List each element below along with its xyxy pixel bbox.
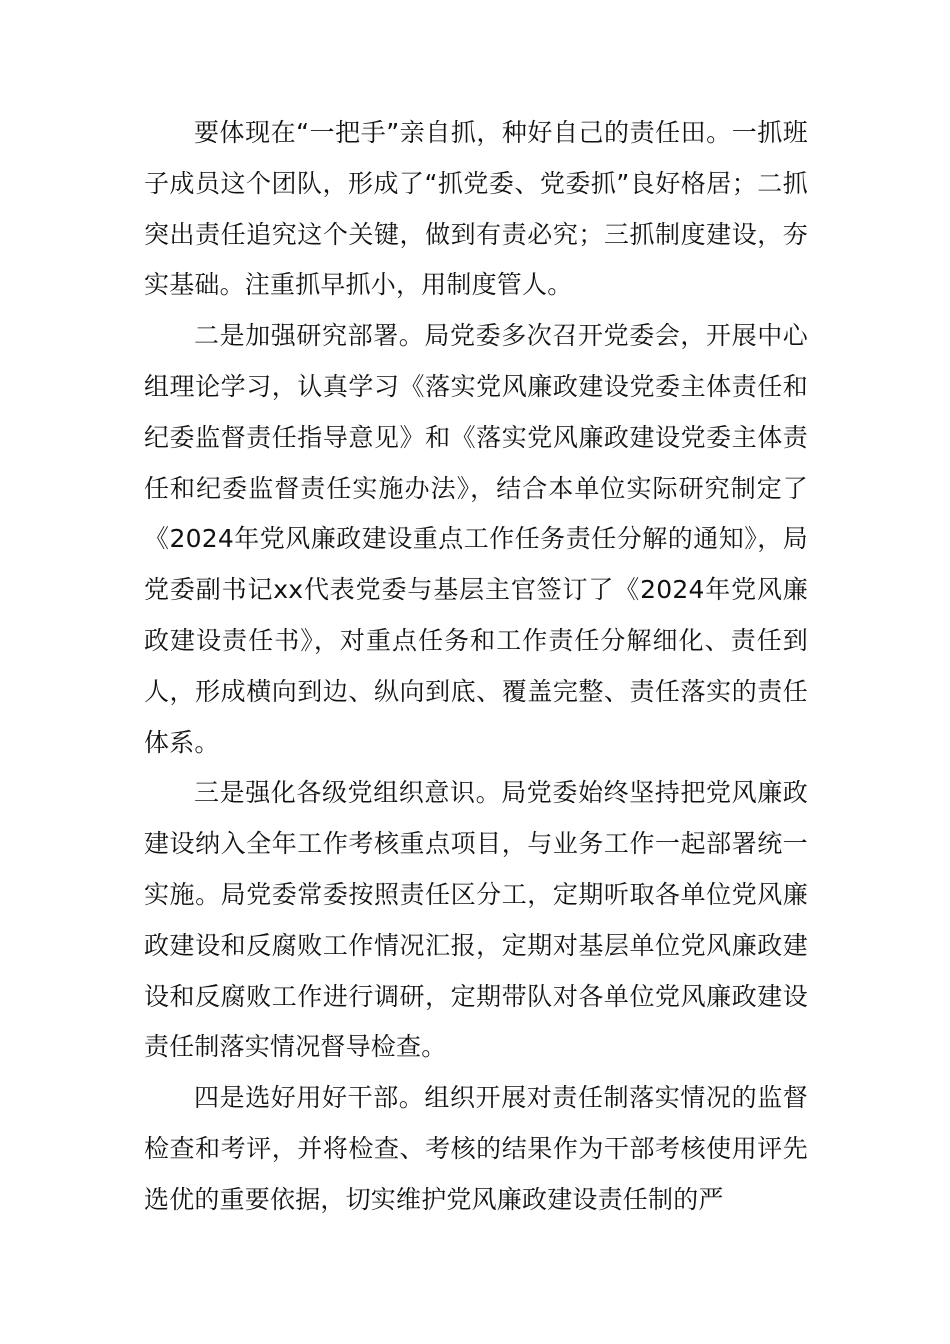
paragraph-2: 二是加强研究部署。局党委多次召开党委会，开展中心组理论学习，认真学习《落实党风廉政建设党委主体责任和纪委监督责任指导意见》和《落实党风廉政建设党委主体责任和纪委监督责任实施办法》，结合本单位实际研究制定了《2024年党风廉政建设重点工作任务责任分解的通知》，局党委副书记xx代表党委与基层主官签订了《2024年党风廉政建设责任书》，对重点任务和工作责任分解细化、责任到人，形成横向到边、纵向到底、覆盖完整、责任落实的责任体系。 <box>144 321 808 757</box>
document-body <box>144 108 808 1226</box>
paragraph-1: 要体现在“一把手”亲自抓，种好自己的责任田。一抓班子成员这个团队，形成了“抓党委、党委抓”良好格居；二抓突出责任追究这个关键，做到有责必究；三抓制度建设，夯实基础。注重抓早抓小，用制度管人。 <box>144 118 808 300</box>
paragraph-4: 四是选好用好干部。组织开展对责任制落实情况的监督检查和考评，并将检查、考核的结果作为干部考核使用评先选优的重要依据，切实维护党风廉政建设责任制的严 <box>144 1083 808 1214</box>
paragraph-3: 三是强化各级党组织意识。局党委始终坚持把党风廉政建设纳入全年工作考核重点项目，与业务工作一起部署统一实施。局党委常委按照责任区分工，定期听取各单位党风廉政建设和反腐败工作情况汇报，定期对基层单位党风廉政建设和反腐败工作进行调研，定期带队对各单位党风廉政建设责任制落实情况督导检查。 <box>144 778 808 1062</box>
